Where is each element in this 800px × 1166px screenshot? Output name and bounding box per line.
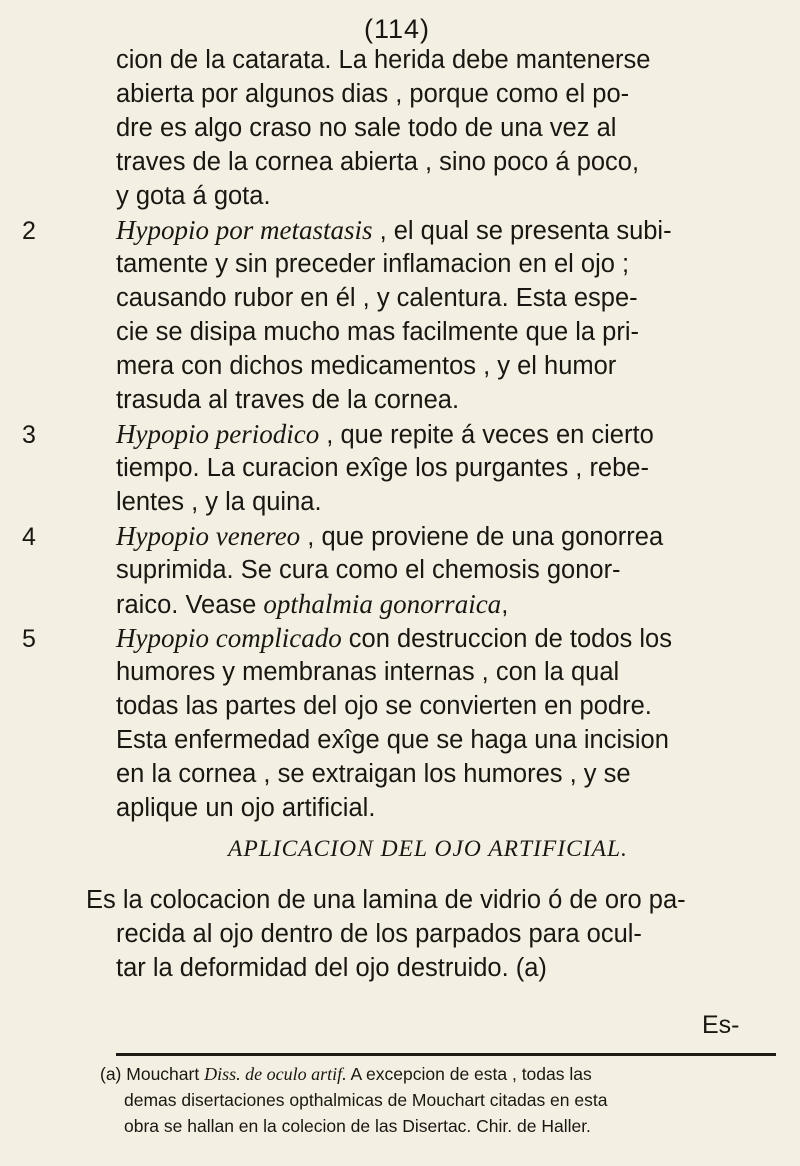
item-first-line: Hypopio venereo , que proviene de una gonorrea	[116, 521, 664, 551]
text-line: y gota á gota.	[116, 182, 271, 210]
item-first-line: Hypopio periodico , que repite á veces en cierto	[116, 419, 654, 449]
cross-reference: opthalmia gonorraica	[263, 589, 502, 619]
footnote-line: demas disertaciones opthalmicas de Mouchart citadas en esta	[124, 1090, 608, 1110]
text-line: dre es algo craso no sale todo de una vez al	[116, 114, 617, 142]
footnote-line: obra se hallan en la colecion de las Disertac. Chir. de Haller.	[124, 1116, 591, 1136]
section-heading: APLICACION DEL OJO ARTIFICIAL.	[228, 836, 628, 862]
text-line: tar la deformidad del ojo destruido. (a)	[116, 954, 547, 982]
item-title: Hypopio venereo	[116, 521, 301, 551]
text-line: humores y membranas internas , con la qual	[116, 658, 620, 686]
text-line: en la cornea , se extraigan los humores , y se	[116, 760, 631, 788]
item-title: Hypopio periodico	[116, 419, 320, 449]
text-line: Es la colocacion de una lamina de vidrio ó de oro pa-	[86, 886, 686, 914]
page-number: (114)	[364, 14, 431, 44]
text-line: cion de la catarata. La herida debe mantenerse	[116, 46, 651, 74]
text-line: traves de la cornea abierta , sino poco á poco,	[116, 148, 640, 176]
item-number: 4	[22, 523, 36, 551]
text-line: tamente y sin preceder inflamacion en el ojo ;	[116, 250, 630, 278]
text-line: tiempo. La curacion exîge los purgantes , rebe-	[116, 454, 649, 482]
text-line: suprimida. Se cura como el chemosis gonor-	[116, 556, 621, 584]
item-first-line: Hypopio complicado con destruccion de todos los	[116, 623, 672, 653]
text-line: aplique un ojo artificial.	[116, 794, 376, 822]
text-line: cie se disipa mucho mas facilmente que la pri-	[116, 318, 639, 346]
footnote-work-title: Diss. de oculo artif.	[204, 1064, 347, 1084]
text-line: lentes , y la quina.	[116, 488, 322, 516]
catchword: Es-	[702, 1011, 740, 1039]
item-first-line: Hypopio por metastasis , el qual se presenta subi-	[116, 215, 672, 245]
text-line: raico. Vease opthalmia gonorraica,	[116, 589, 509, 619]
footnote-rule	[116, 1053, 776, 1056]
text-line: Esta enfermedad exîge que se haga una incision	[116, 726, 669, 754]
text-line: trasuda al traves de la cornea.	[116, 386, 460, 414]
text-line: causando rubor en él , y calentura. Esta espe-	[116, 284, 638, 312]
text-line: todas las partes del ojo se convierten en podre.	[116, 692, 652, 720]
text-line: recida al ojo dentro de los parpados para ocul-	[116, 920, 642, 948]
footnote-line: (a) Mouchart Diss. de oculo artif. A excepcion de esta , todas las	[100, 1064, 592, 1084]
item-number: 2	[22, 217, 36, 245]
item-number: 3	[22, 421, 36, 449]
item-title: Hypopio complicado	[116, 623, 342, 653]
item-title: Hypopio por metastasis	[116, 215, 373, 245]
item-number: 5	[22, 625, 36, 653]
text-line: abierta por algunos dias , porque como el po-	[116, 80, 630, 108]
text-line: mera con dichos medicamentos , y el humor	[116, 352, 617, 380]
